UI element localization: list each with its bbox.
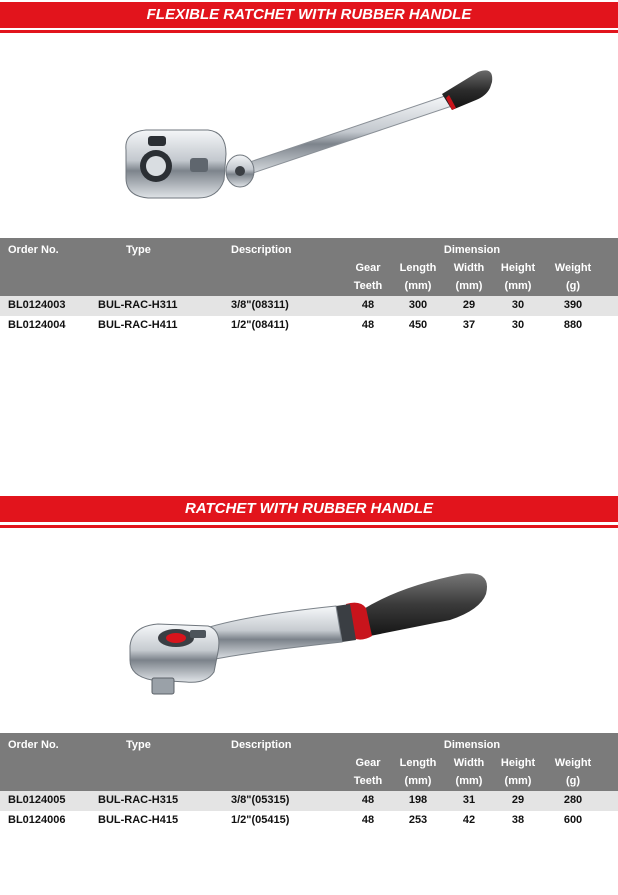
header-height-unit: (mm) (504, 775, 532, 787)
cell-order-no: BL0124005 (8, 794, 66, 806)
section-divider (0, 30, 618, 33)
cell-weight: 390 (563, 299, 583, 311)
cell-length: 300 (408, 299, 428, 311)
header-weight: Weight (554, 757, 592, 769)
header-type: Type (126, 244, 151, 256)
cell-description: 3/8"(05315) (231, 794, 290, 806)
header-description: Description (231, 244, 292, 256)
header-length: Length (399, 757, 437, 769)
cell-gear-teeth: 48 (361, 794, 375, 806)
cell-gear-teeth: 48 (361, 299, 375, 311)
cell-description: 1/2"(05415) (231, 814, 290, 826)
cell-type: BUL-RAC-H411 (98, 319, 178, 331)
table-row (0, 296, 618, 316)
cell-order-no: BL0124006 (8, 814, 66, 826)
header-weight: Weight (554, 262, 592, 274)
header-length: Length (399, 262, 437, 274)
header-type: Type (126, 739, 151, 751)
header-gear: Gear (355, 262, 381, 274)
header-teeth: Teeth (353, 280, 383, 292)
spec-table (0, 733, 618, 831)
table-row (0, 316, 618, 336)
cell-width: 31 (462, 794, 476, 806)
header-height: Height (500, 757, 536, 769)
header-gear: Gear (355, 757, 381, 769)
cell-order-no: BL0124004 (8, 319, 66, 331)
header-length-unit: (mm) (404, 775, 432, 787)
cell-weight: 600 (563, 814, 583, 826)
header-teeth: Teeth (353, 775, 383, 787)
cell-height: 29 (511, 794, 525, 806)
cell-length: 198 (408, 794, 428, 806)
spec-table (0, 238, 618, 336)
header-height: Height (500, 262, 536, 274)
table-header (0, 733, 618, 791)
table-header (0, 238, 618, 296)
cell-weight: 880 (563, 319, 583, 331)
cell-height: 38 (511, 814, 525, 826)
header-weight-unit: (g) (565, 775, 581, 787)
cell-gear-teeth: 48 (361, 319, 375, 331)
cell-type: BUL-RAC-H311 (98, 299, 178, 311)
cell-length: 450 (408, 319, 428, 331)
cell-type: BUL-RAC-H315 (98, 794, 179, 806)
cell-description: 1/2"(08411) (231, 319, 289, 331)
cell-length: 253 (408, 814, 428, 826)
cell-height: 30 (511, 319, 525, 331)
cell-type: BUL-RAC-H415 (98, 814, 179, 826)
table-row (0, 811, 618, 831)
cell-weight: 280 (563, 794, 583, 806)
header-height-unit: (mm) (504, 280, 532, 292)
header-width: Width (453, 262, 485, 274)
header-width: Width (453, 757, 485, 769)
header-order-no: Order No. (8, 739, 59, 751)
flexible-ratchet-photo (100, 58, 520, 218)
cell-description: 3/8"(08311) (231, 299, 289, 311)
cell-width: 29 (462, 299, 476, 311)
section-banner (0, 496, 618, 522)
header-order-no: Order No. (8, 244, 59, 256)
header-width-unit: (mm) (455, 775, 483, 787)
table-row (0, 791, 618, 811)
cell-width: 37 (462, 319, 476, 331)
section-divider (0, 525, 618, 528)
header-length-unit: (mm) (404, 280, 432, 292)
cell-order-no: BL0124003 (8, 299, 66, 311)
cell-gear-teeth: 48 (361, 814, 375, 826)
ratchet-photo (100, 560, 520, 710)
section-title: FLEXIBLE RATCHET WITH RUBBER HANDLE (146, 6, 472, 23)
header-dimension: Dimension (443, 739, 501, 751)
header-width-unit: (mm) (455, 280, 483, 292)
header-dimension: Dimension (443, 244, 501, 256)
cell-width: 42 (462, 814, 476, 826)
cell-height: 30 (511, 299, 525, 311)
section-banner (0, 2, 618, 28)
header-weight-unit: (g) (565, 280, 581, 292)
section-title: RATCHET WITH RUBBER HANDLE (184, 500, 434, 517)
header-description: Description (231, 739, 292, 751)
